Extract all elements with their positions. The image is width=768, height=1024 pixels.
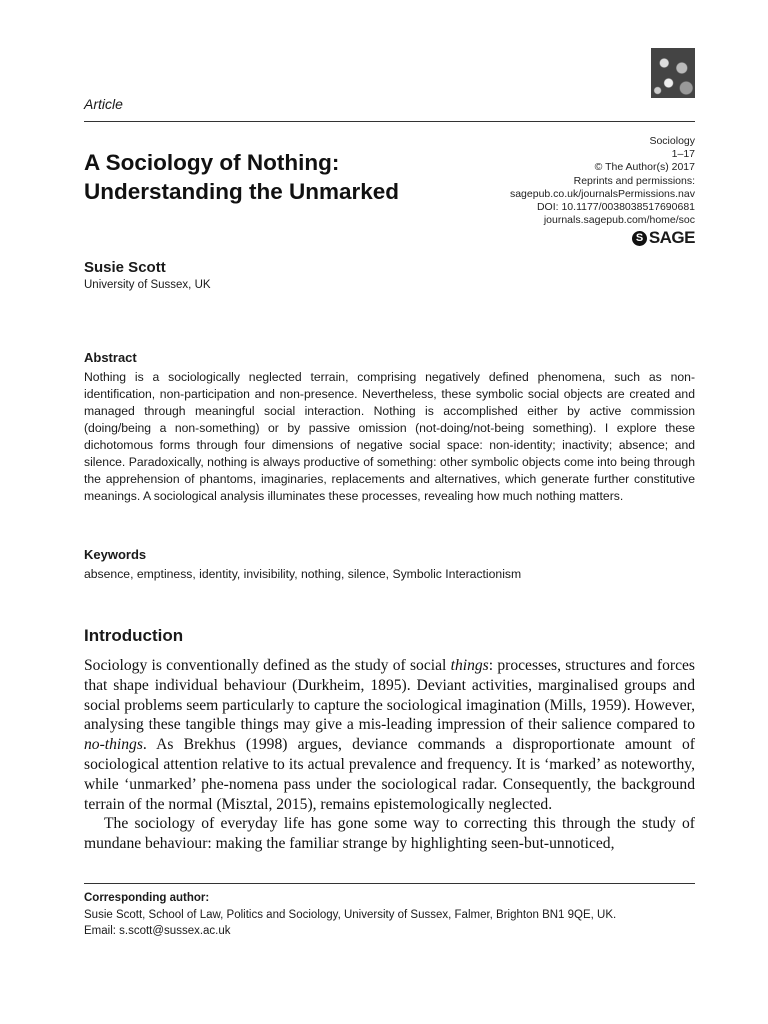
title-line-1: A Sociology of Nothing: [84, 150, 340, 175]
footnote-divider [84, 883, 695, 884]
corresponding-author-heading: Corresponding author: [84, 892, 210, 904]
header-divider [84, 121, 695, 122]
copyright-notice: © The Author(s) 2017 [594, 161, 695, 174]
introduction-paragraph-1: Sociology is conventionally defined as the study of social things: processes, structures and forces that shape individual behaviour (Durkheim, 1895). Deviant activities, marginalised groups and social problems seem particularly to capture the sociological imagination (Mills, 1959). However, analysing these tangible things may give a mis-leading impression of their salience compared to no-things. As Brekhus (1998) argues, deviance commands a disproportionate amount of sociological attention relative to its actual prevalence and frequency. It is ‘marked’ as noteworthy, while ‘unmarked’ phe-nomena pass under the sociological radar. Consequently, the background terrain of the normal (Misztal, 2015), remains epistemologically neglected. [84, 657, 695, 813]
abstract-text: Nothing is a sociologically neglected terrain, comprising negatively defined phenomena, such as non-identification, non-participation and non-presence. Nevertheless, these symbolic social objects are created and managed through meaningful social interaction. Nothing is accomplished either by active commission (doing/being a non-something) or by passive omission (not-doing/not-being something). I explore these dichotomous forms through four dimensions of negative social space: non-identity; inactivity; absence; and silence. Paradoxically, nothing is always productive of something: other symbolic objects come into being through the apprehension of phantoms, imaginaries, replacements and alternatives, which generate further constitutive meanings. A sociological analysis illuminates these processes, revealing how much nothing matters. [84, 370, 695, 503]
sage-s-icon: S [632, 231, 647, 246]
article-type-label: Article [84, 96, 123, 112]
publisher-logo [632, 228, 695, 248]
publisher-name: SAGE [648, 228, 695, 247]
author-name: Susie Scott [84, 259, 166, 276]
introduction-body [84, 656, 695, 854]
introduction-paragraph-2: The sociology of everyday life has gone some way to correcting this through the study of mundane behaviour: making the familiar strange by highlighting seen-but-unnoticed, [84, 815, 695, 853]
permissions-link[interactable]: sagepub.co.uk/journalsPermissions.nav [509, 187, 695, 200]
keywords-heading: Keywords [84, 547, 147, 562]
corresponding-author-email[interactable]: Email: s.scott@sussex.ac.uk [84, 925, 231, 937]
author-affiliation: University of Sussex, UK [84, 279, 211, 291]
reprints-label: Reprints and permissions: [573, 174, 695, 187]
article-title [84, 148, 399, 206]
keywords-list: absence, emptiness, identity, invisibility, nothing, silence, Symbolic Interactionism [84, 567, 522, 581]
journal-metadata [510, 135, 695, 227]
abstract-heading: Abstract [84, 350, 137, 365]
journal-name: Sociology [649, 135, 695, 147]
journal-cover-thumbnail [651, 48, 695, 98]
introduction-heading: Introduction [84, 626, 184, 645]
page-range: 1–17 [671, 148, 695, 161]
doi[interactable]: DOI: 10.1177/0038038517690681 [536, 201, 695, 214]
title-line-2: Understanding the Unmarked [84, 179, 400, 204]
corresponding-author-address: Susie Scott, School of Law, Politics and Sociology, University of Sussex, Falmer, Brighton BN1 9QE, UK. [84, 909, 617, 921]
journal-link[interactable]: journals.sagepub.com/home/soc [543, 214, 695, 227]
